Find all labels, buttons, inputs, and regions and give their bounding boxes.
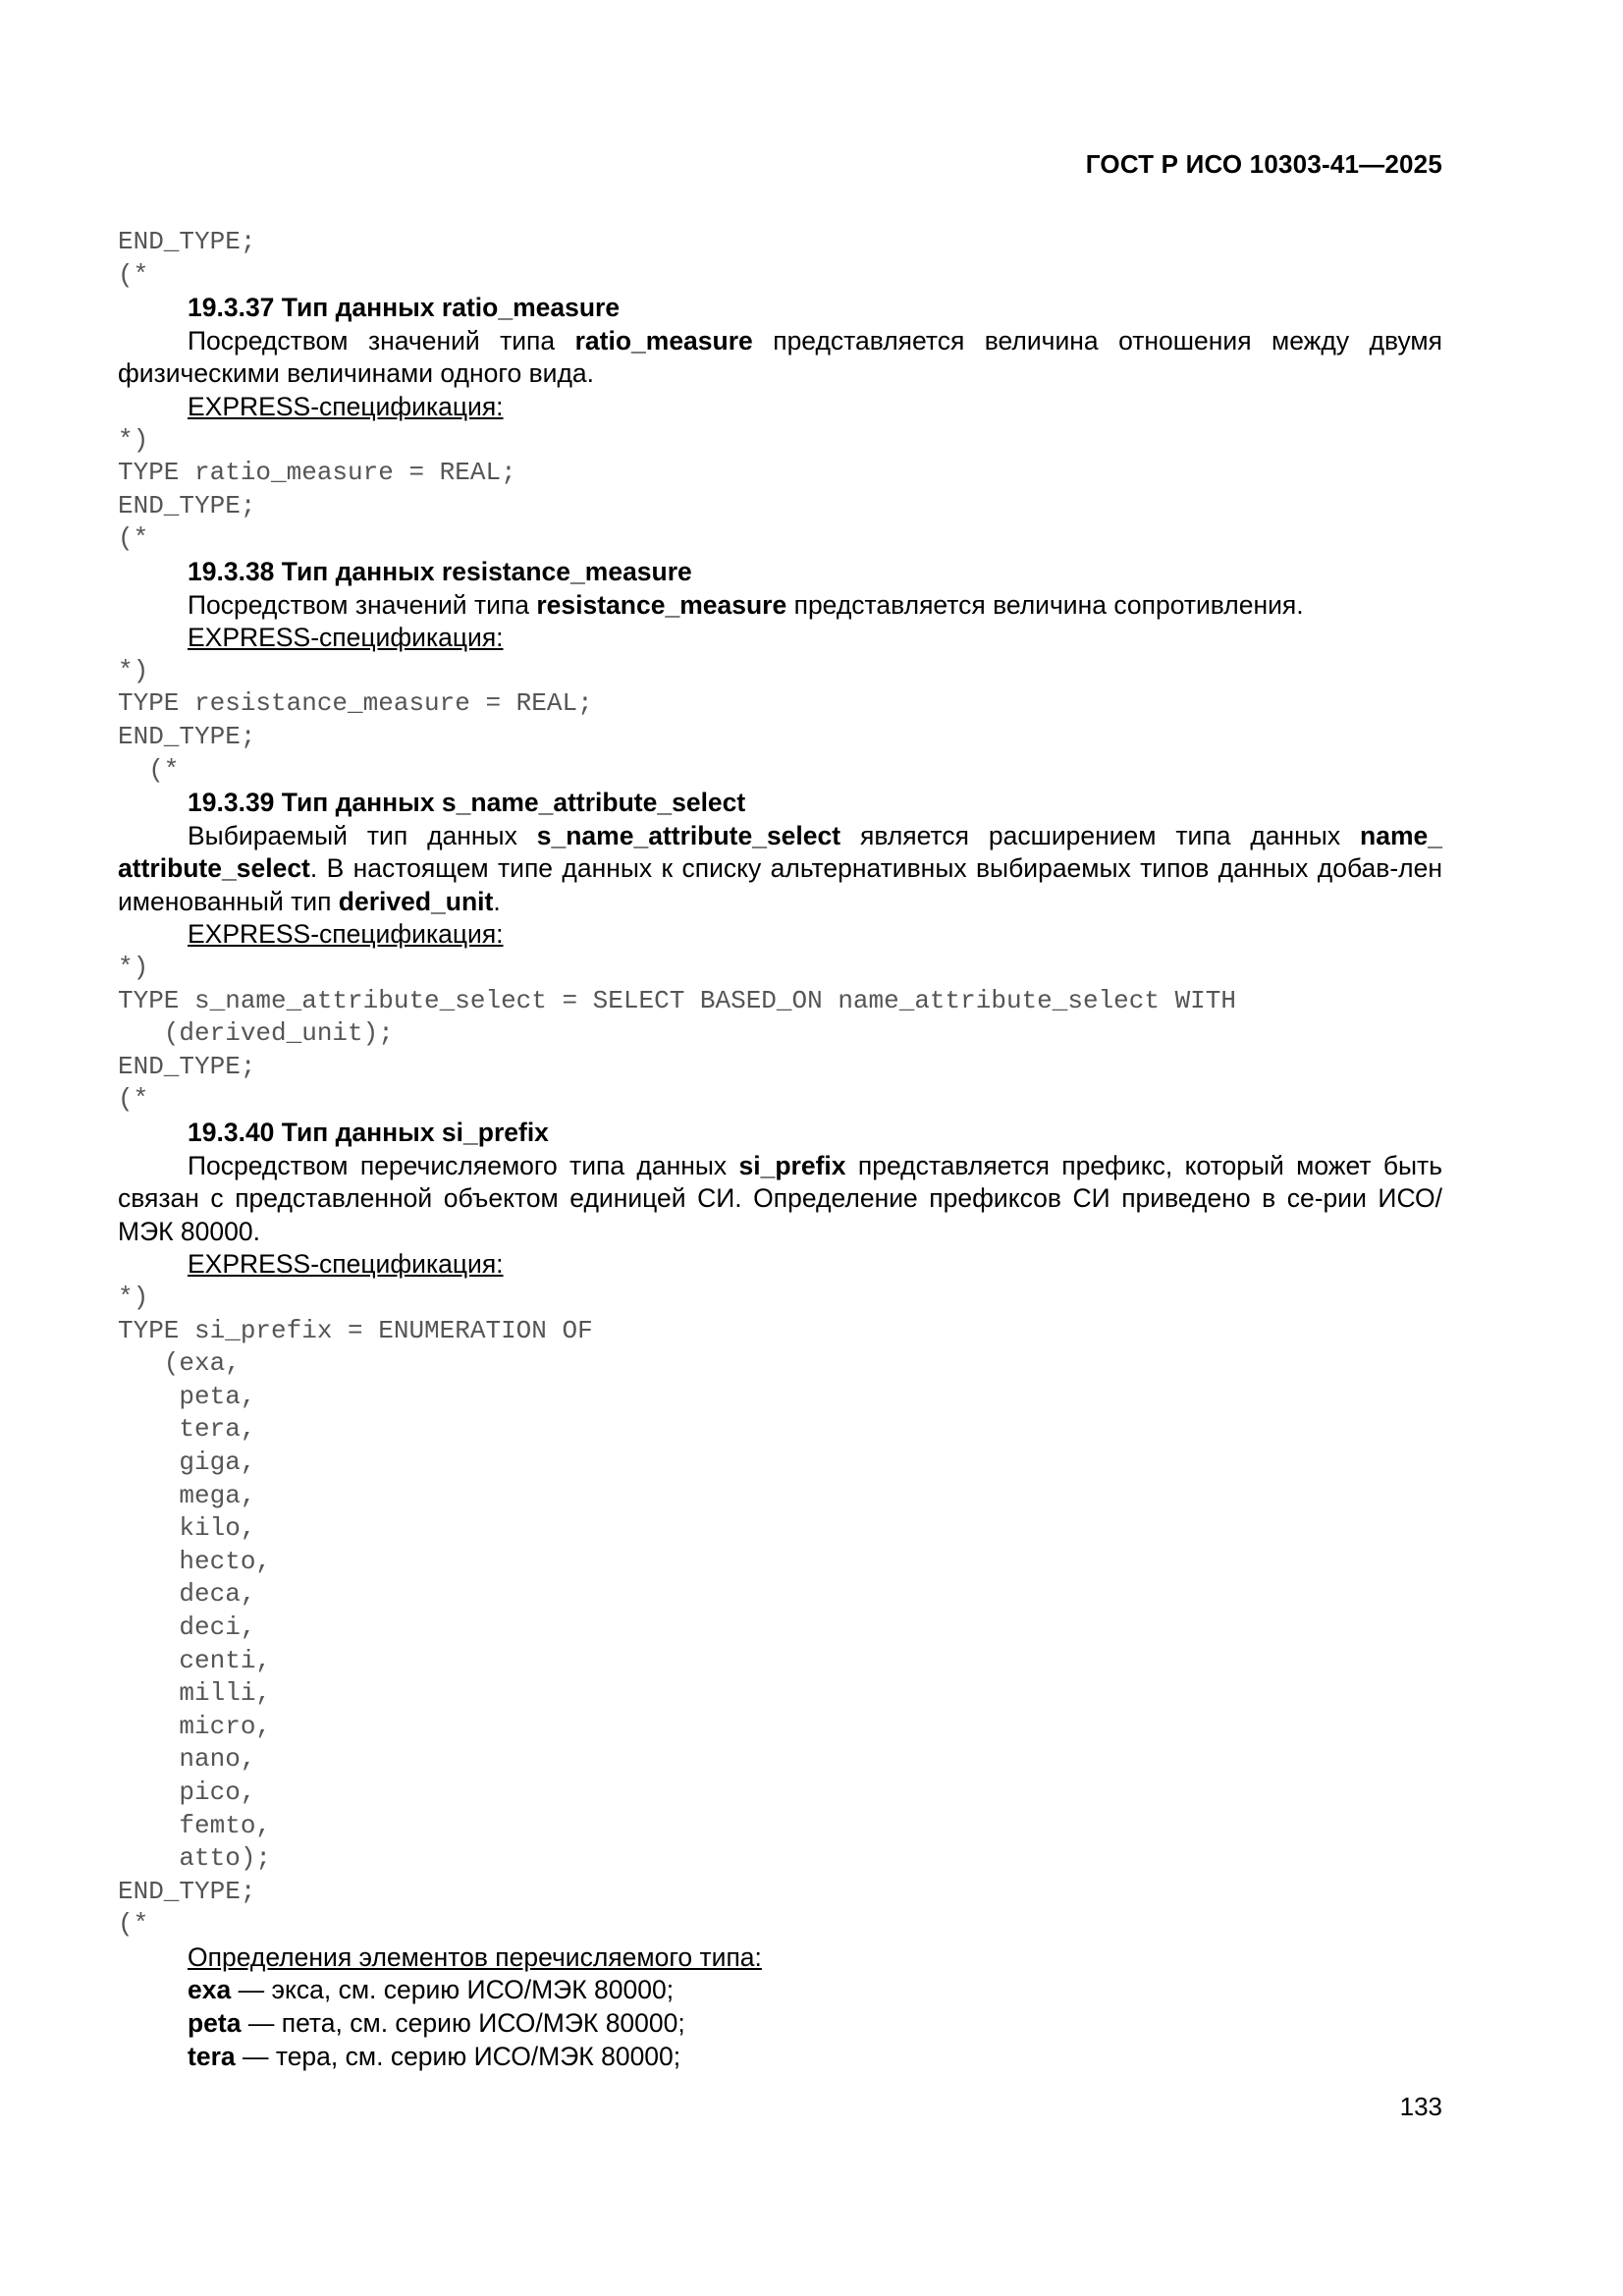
section-paragraph-19-3-39 <box>118 820 1442 919</box>
code-open-comment: (* <box>118 1909 149 1940</box>
code-end-type: END_TYPE; <box>118 227 256 256</box>
term-ratio-measure: ratio_measure <box>574 325 753 355</box>
express-spec-label: EXPRESS-спецификация: <box>188 391 504 421</box>
code-enum-value: peta, <box>118 1381 256 1411</box>
paragraph-text: . В настоящем типе данных к списку альтернативных выбираемых типов данных добав-лен именованный тип <box>118 853 1442 916</box>
definition-term: exa <box>188 1975 232 2005</box>
code-ratio-type: TYPE ratio_measure = REAL; <box>118 458 516 488</box>
paragraph-text: Посредством значений типа <box>188 325 575 355</box>
section-heading-19-3-39: 19.3.39 Тип данных s_name_attribute_select <box>188 788 746 818</box>
term-resistance-measure: resistance_measure <box>536 589 787 620</box>
code-end-type: END_TYPE; <box>118 490 256 520</box>
paragraph-text: Посредством значений типа <box>188 589 537 620</box>
section-paragraph-19-3-38 <box>118 589 1442 623</box>
paragraph-text: является расширением типа данных <box>840 820 1361 850</box>
document-id-header: ГОСТ Р ИСО 10303-41—2025 <box>1085 149 1442 179</box>
code-enum-value: deca, <box>118 1579 256 1610</box>
code-enum-value: micro, <box>118 1711 272 1741</box>
section-paragraph-19-3-40 <box>118 1150 1442 1249</box>
paragraph-text: представляется величина сопротивления. <box>786 589 1304 620</box>
code-enum-value: nano, <box>118 1744 256 1775</box>
code-close-comment: *) <box>118 953 149 983</box>
code-end-type: END_TYPE; <box>118 721 256 751</box>
code-enum-value: tera, <box>118 1414 256 1445</box>
code-enum-value: giga, <box>118 1447 256 1477</box>
code-enum-value: femto, <box>118 1810 272 1840</box>
code-enum-value: atto); <box>118 1843 272 1874</box>
section-heading-19-3-38: 19.3.38 Тип данных resistance_measure <box>188 556 692 586</box>
paragraph-text: Выбираемый тип данных <box>188 820 537 850</box>
page-number: 133 <box>1399 2092 1442 2121</box>
term-si-prefix: si_prefix <box>738 1150 846 1180</box>
code-s-name-type-line1: TYPE s_name_attribute_select = SELECT BASED_ON name_attribute_select WITH <box>118 985 1236 1015</box>
paragraph-text: представляется префикс, который может быть связан с представленной объектом единицей СИ. Определение префиксов СИ приведено в се-рии ИСО/МЭК 80000. <box>118 1150 1442 1246</box>
code-s-name-type-line2: (derived_unit); <box>118 1018 394 1049</box>
code-enum-value: kilo, <box>118 1513 256 1544</box>
definition-text: — экса, см. серию ИСО/МЭК 80000; <box>231 1975 675 2005</box>
page-content <box>118 226 1442 2073</box>
term-derived-unit: derived_unit <box>338 886 494 916</box>
code-close-comment: *) <box>118 655 149 685</box>
code-enum-value: (exa, <box>118 1348 241 1379</box>
code-enum-value: centi, <box>118 1645 272 1675</box>
section-heading-19-3-37: 19.3.37 Тип данных ratio_measure <box>188 293 621 323</box>
express-spec-label: EXPRESS-спецификация: <box>188 1249 504 1280</box>
paragraph-text: Посредством перечисляемого типа данных <box>188 1150 739 1180</box>
paragraph-text: . <box>493 886 501 916</box>
code-end-type: END_TYPE; <box>118 1876 256 1906</box>
code-enum-value: mega, <box>118 1480 256 1510</box>
definition-item <box>118 2007 1442 2041</box>
code-enum-value: milli, <box>118 1678 272 1709</box>
term-name-attribute-select: name_ attribute_select <box>118 820 1442 884</box>
definition-text: — пета, см. серию ИСО/МЭК 80000; <box>241 2008 685 2039</box>
definition-term: peta <box>188 2008 242 2039</box>
code-enum-value: pico, <box>118 1777 256 1807</box>
code-enum-value: hecto, <box>118 1546 272 1576</box>
code-enum-value: deci, <box>118 1612 256 1642</box>
code-open-comment: (* <box>118 754 180 785</box>
express-spec-label: EXPRESS-спецификация: <box>188 623 504 653</box>
code-open-comment: (* <box>118 259 149 290</box>
code-close-comment: *) <box>118 1283 149 1312</box>
section-paragraph-19-3-37 <box>118 325 1442 391</box>
code-end-type: END_TYPE; <box>118 1051 256 1081</box>
express-spec-label: EXPRESS-спецификация: <box>188 919 504 950</box>
code-si-prefix-type: TYPE si_prefix = ENUMERATION OF <box>118 1315 593 1345</box>
section-heading-19-3-40: 19.3.40 Тип данных si_prefix <box>188 1118 549 1148</box>
definition-item <box>118 1974 1442 2007</box>
definition-text: — тера, см. серию ИСО/МЭК 80000; <box>235 2041 681 2071</box>
definitions-title: Определения элементов перечисляемого типа: <box>188 1941 762 1972</box>
definition-item <box>118 2041 1442 2074</box>
term-s-name-attribute-select: s_name_attribute_select <box>536 820 841 850</box>
code-open-comment: (* <box>118 523 149 554</box>
paragraph-text: представляется величина отношения между двумя физическими величинами одного вида. <box>118 325 1443 389</box>
code-resistance-type: TYPE resistance_measure = REAL; <box>118 688 593 719</box>
code-open-comment: (* <box>118 1084 149 1115</box>
definition-term: tera <box>188 2041 236 2071</box>
code-close-comment: *) <box>118 424 149 455</box>
